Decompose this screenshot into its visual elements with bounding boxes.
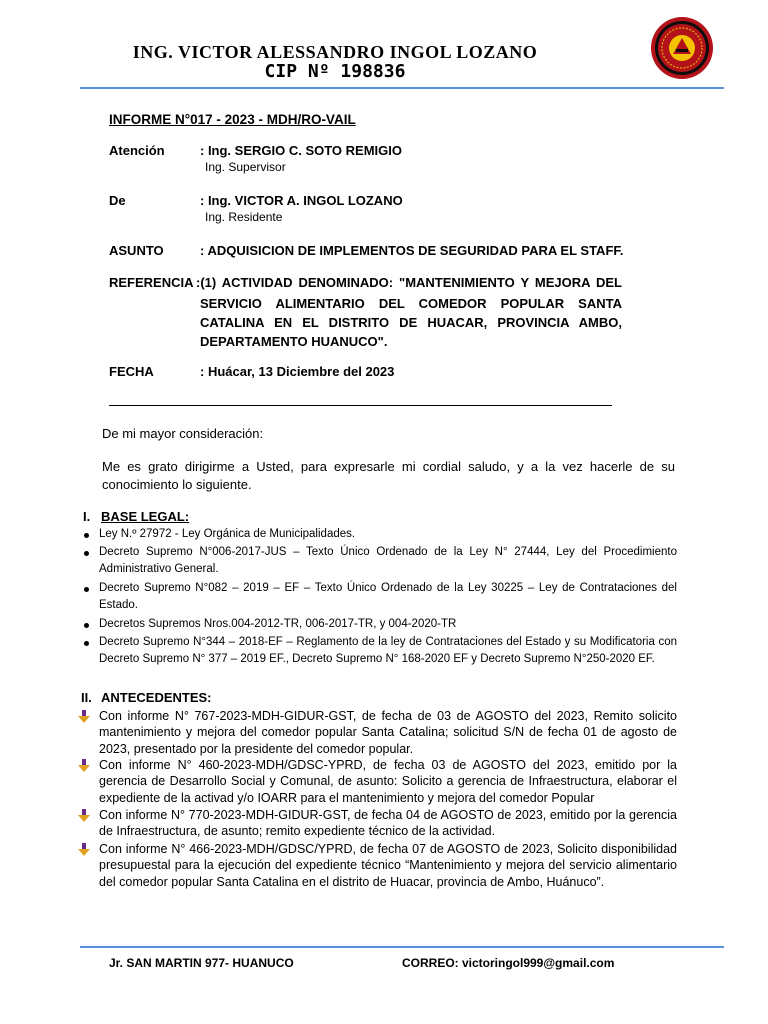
antecedent-item-1: Con informe N° 767-2023-MDH-GIDUR-GST, de fecha de 03 de AGOSTO del 2023, Remito solicito mantenimiento y mejora del comedor popular Santa Catalina; solicitud S/N de fecha 01 de agosto de 2023, presentado por la presidente del comedor popular. xyxy=(99,709,677,756)
antecedent-item-3: Con informe N° 770-2023-MDH-GIDUR-GST, de fecha 04 de AGOSTO de 2023, emitido por la gerencia de Infraestructura, de asunto; remito expediente técnico de la actividad. xyxy=(99,808,677,839)
fecha-value: : Huácar, 13 Diciembre del 2023 xyxy=(200,364,395,379)
section-2-title: ANTECEDENTES: xyxy=(101,690,212,705)
report-title: INFORME N°017 - 2023 - MDH/RO-VAIL xyxy=(109,112,356,127)
bullet-icon xyxy=(84,533,89,538)
arrow-bullet-icon xyxy=(77,809,91,823)
referencia-label: REFERENCIA xyxy=(109,275,194,290)
referencia-continuation: SERVICIO ALIMENTARIO DEL COMEDOR POPULAR SANTA CATALINA EN EL DISTRITO DE HUACAR, PROVINCIA AMBO, DEPARTAMENTO HUANUCO". xyxy=(200,296,622,349)
legal-item-4: Decretos Supremos Nros.004-2012-TR, 006-2017-TR, y 004-2020-TR xyxy=(99,618,457,630)
greeting: De mi mayor consideración: xyxy=(102,426,264,441)
referencia-line1: :(1) ACTIVIDAD DENOMINADO: "MANTENIMIENTO Y MEJORA DEL xyxy=(196,275,622,290)
antecedent-item-2: Con informe N° 460-2023-MDH/GDSC-YPRD, de fecha 03 de AGOSTO del 2023, emitido por la gerencia de Desarrollo Social y Comunal, de asunto: Solicito a gerencia de Infraestructura, elaborar el expediente de la activad y/o IOARR para el mantenimiento y mejora del comedor Popular xyxy=(99,758,677,805)
arrow-bullet-icon xyxy=(77,710,91,724)
footer-divider xyxy=(80,946,724,948)
bullet-icon xyxy=(84,623,89,628)
bullet-icon xyxy=(84,587,89,592)
bullet-icon xyxy=(84,551,89,556)
author-name: ING. VICTOR ALESSANDRO INGOL LOZANO xyxy=(132,42,538,62)
de-value: : Ing. VICTOR A. INGOL LOZANO xyxy=(200,193,403,208)
section-2-number: II. xyxy=(81,690,92,705)
arrow-bullet-icon xyxy=(77,759,91,773)
header-divider xyxy=(80,87,724,89)
section-1-number: I. xyxy=(83,509,91,524)
legal-item-3: Decreto Supremo N°082 – 2019 – EF – Texto Único Ordenado de la Ley 30225 – Ley de Contrataciones del Estado. xyxy=(99,582,677,611)
atencion-role: Ing. Supervisor xyxy=(205,160,286,174)
institution-seal-logo xyxy=(650,16,714,80)
footer-address: Jr. SAN MARTIN 977- HUANUCO xyxy=(109,956,294,970)
de-role: Ing. Residente xyxy=(205,210,283,224)
cip-number: CIP Nº 198836 xyxy=(264,61,406,82)
legal-item-5: Decreto Supremo N°344 – 2018-EF – Reglamento de la ley de Contrataciones del Estado y su Modificatoria con Decreto Supremo N° 377 – 2019 EF., Decreto Supremo N° 168-2020 EF y Decreto Supremo N°250-2020 EF. xyxy=(99,636,677,665)
antecedent-item-4: Con informe N° 466-2023-MDH/GDSC/YPRD, de fecha 07 de AGOSTO de 2023, Solicito disponibilidad presupuestal para la ejecución del expediente técnico “Mantenimiento y mejora del servicio alimentario del comedor popular Santa Catalina en el distrito de Huacar, provincia de Ambo, Huánuco”. xyxy=(99,842,677,889)
bullet-icon xyxy=(84,641,89,646)
signature-separator-line xyxy=(109,405,612,406)
asunto-label: ASUNTO xyxy=(109,243,164,258)
section-1-title: BASE LEGAL: xyxy=(101,509,190,524)
legal-item-2: Decreto Supremo N°006-2017-JUS – Texto Único Ordenado de la Ley N° 27444, Ley del Procedimiento Administrativo General. xyxy=(99,546,677,575)
fecha-label: FECHA xyxy=(109,364,154,379)
asunto-value: : ADQUISICION DE IMPLEMENTOS DE SEGURIDAD PARA EL STAFF. xyxy=(200,243,624,258)
legal-item-1: Ley N.º 27972 - Ley Orgánica de Municipalidades. xyxy=(99,528,356,540)
intro-paragraph: Me es grato dirigirme a Usted, para expresarle mi cordial saludo, y a la vez hacerle de su conocimiento lo siguiente. xyxy=(102,459,675,492)
de-label: De xyxy=(109,193,126,208)
arrow-bullet-icon xyxy=(77,843,91,857)
footer-email: CORREO: victoringol999@gmail.com xyxy=(402,956,615,970)
atencion-label: Atención xyxy=(109,143,165,158)
atencion-value: : Ing. SERGIO C. SOTO REMIGIO xyxy=(200,143,402,158)
